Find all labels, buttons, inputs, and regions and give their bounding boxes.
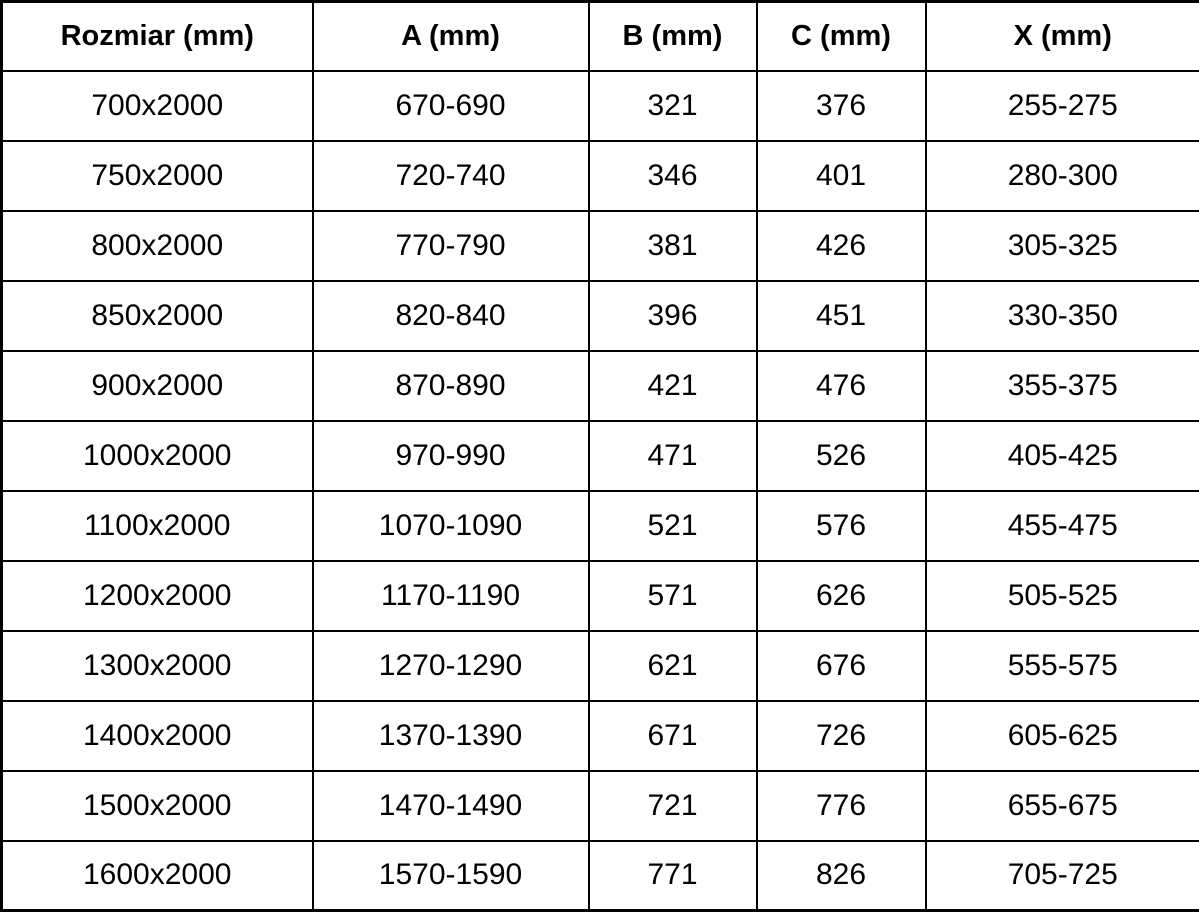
column-header-c: C (mm)	[757, 2, 926, 71]
table-cell-a: 870-890	[313, 351, 589, 421]
table-body	[2, 71, 1199, 911]
table-cell-c: 776	[757, 771, 926, 841]
table-row	[2, 421, 1199, 491]
table-cell-a: 1570-1590	[313, 841, 589, 911]
table-row	[2, 631, 1199, 701]
table-cell-b: 571	[589, 561, 757, 631]
column-header-rozmiar: Rozmiar (mm)	[2, 2, 313, 71]
column-header-a: A (mm)	[313, 2, 589, 71]
table-cell-x: 605-625	[926, 701, 1199, 771]
table-row	[2, 841, 1199, 911]
table-row	[2, 491, 1199, 561]
table-cell-b: 381	[589, 211, 757, 281]
table-cell-x: 355-375	[926, 351, 1199, 421]
table-row	[2, 71, 1199, 141]
table-cell-x: 455-475	[926, 491, 1199, 561]
table-cell-rozmiar: 1400x2000	[2, 701, 313, 771]
table-cell-rozmiar: 1300x2000	[2, 631, 313, 701]
table-cell-x: 280-300	[926, 141, 1199, 211]
table-row	[2, 351, 1199, 421]
table-cell-c: 526	[757, 421, 926, 491]
table-cell-a: 1070-1090	[313, 491, 589, 561]
table-cell-rozmiar: 700x2000	[2, 71, 313, 141]
table-cell-a: 770-790	[313, 211, 589, 281]
table-cell-b: 421	[589, 351, 757, 421]
table-row	[2, 561, 1199, 631]
table-cell-b: 721	[589, 771, 757, 841]
table-cell-x: 555-575	[926, 631, 1199, 701]
table-head	[2, 2, 1199, 71]
table-cell-x: 655-675	[926, 771, 1199, 841]
table-cell-c: 626	[757, 561, 926, 631]
table-cell-x: 255-275	[926, 71, 1199, 141]
table-row	[2, 141, 1199, 211]
table-cell-b: 346	[589, 141, 757, 211]
table-cell-a: 970-990	[313, 421, 589, 491]
table-cell-rozmiar: 750x2000	[2, 141, 313, 211]
column-header-x: X (mm)	[926, 2, 1199, 71]
table-cell-c: 426	[757, 211, 926, 281]
table-cell-rozmiar: 1200x2000	[2, 561, 313, 631]
table-cell-b: 396	[589, 281, 757, 351]
table-header-row	[2, 2, 1199, 71]
table-cell-rozmiar: 1100x2000	[2, 491, 313, 561]
table-cell-x: 330-350	[926, 281, 1199, 351]
table-cell-c: 376	[757, 71, 926, 141]
table-cell-b: 621	[589, 631, 757, 701]
column-header-b: B (mm)	[589, 2, 757, 71]
table-row	[2, 771, 1199, 841]
table-cell-c: 726	[757, 701, 926, 771]
table-cell-rozmiar: 800x2000	[2, 211, 313, 281]
table-cell-x: 705-725	[926, 841, 1199, 911]
table-row	[2, 281, 1199, 351]
table-cell-b: 771	[589, 841, 757, 911]
table-cell-a: 720-740	[313, 141, 589, 211]
table-cell-x: 505-525	[926, 561, 1199, 631]
table-cell-c: 676	[757, 631, 926, 701]
table-cell-a: 1470-1490	[313, 771, 589, 841]
table-cell-a: 1170-1190	[313, 561, 589, 631]
table-cell-c: 401	[757, 141, 926, 211]
table-cell-c: 576	[757, 491, 926, 561]
table-cell-c: 451	[757, 281, 926, 351]
table-cell-b: 671	[589, 701, 757, 771]
table-cell-b: 471	[589, 421, 757, 491]
table-cell-x: 405-425	[926, 421, 1199, 491]
table-cell-c: 476	[757, 351, 926, 421]
table-cell-x: 305-325	[926, 211, 1199, 281]
table-cell-rozmiar: 900x2000	[2, 351, 313, 421]
table-cell-a: 670-690	[313, 71, 589, 141]
table-cell-rozmiar: 850x2000	[2, 281, 313, 351]
table-cell-rozmiar: 1600x2000	[2, 841, 313, 911]
table-row	[2, 211, 1199, 281]
table-cell-b: 321	[589, 71, 757, 141]
table-cell-b: 521	[589, 491, 757, 561]
table-cell-c: 826	[757, 841, 926, 911]
table-cell-rozmiar: 1500x2000	[2, 771, 313, 841]
table-cell-a: 1370-1390	[313, 701, 589, 771]
table-cell-a: 1270-1290	[313, 631, 589, 701]
table-cell-a: 820-840	[313, 281, 589, 351]
table-cell-rozmiar: 1000x2000	[2, 421, 313, 491]
table-row	[2, 701, 1199, 771]
